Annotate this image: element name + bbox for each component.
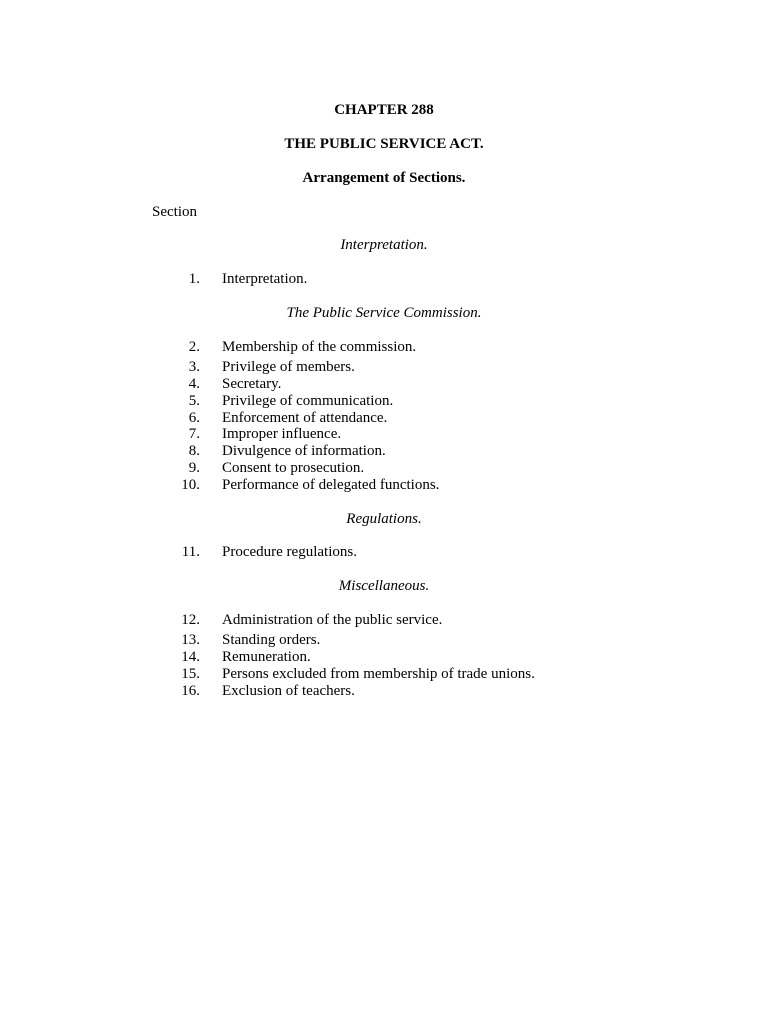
list-item — [0, 544, 768, 561]
section-title: Administration of the public service. — [222, 612, 443, 628]
section-number: 4. — [188, 376, 200, 392]
section-title: Enforcement of attendance. — [222, 410, 388, 426]
list-item — [0, 477, 768, 494]
section-column-label: Section — [152, 204, 197, 220]
group-heading-regulations: Regulations. — [346, 511, 422, 527]
section-number: 11. — [181, 544, 200, 560]
section-title: Secretary. — [222, 376, 282, 392]
section-title: Improper influence. — [222, 426, 342, 442]
list-item — [0, 443, 768, 460]
section-number: 5. — [188, 393, 200, 409]
list-item — [0, 683, 768, 700]
list-item — [0, 359, 768, 376]
list-item — [0, 649, 768, 666]
section-number: 16. — [181, 683, 200, 699]
section-title: Interpretation. — [222, 271, 308, 287]
section-title: Membership of the commission. — [222, 339, 417, 355]
group-heading-miscellaneous: Miscellaneous. — [338, 578, 430, 594]
section-number: 9. — [188, 460, 200, 476]
list-item — [0, 612, 768, 629]
section-number: 15. — [181, 666, 200, 682]
chapter-title: CHAPTER 288 — [334, 102, 434, 118]
list-item — [0, 426, 768, 443]
section-title: Privilege of communication. — [222, 393, 394, 409]
section-number: 1. — [188, 271, 200, 287]
section-number: 12. — [181, 612, 200, 628]
section-title: Consent to prosecution. — [222, 460, 365, 476]
section-title: Performance of delegated functions. — [222, 477, 440, 493]
list-item — [0, 393, 768, 410]
list-item — [0, 271, 768, 288]
arrangement-title: Arrangement of Sections. — [302, 170, 466, 186]
section-title: Divulgence of information. — [222, 443, 386, 459]
section-number: 7. — [188, 426, 200, 442]
list-item — [0, 339, 768, 356]
section-number: 10. — [181, 477, 200, 493]
section-title: Exclusion of teachers. — [222, 683, 355, 699]
act-title: THE PUBLIC SERVICE ACT. — [284, 136, 484, 152]
section-title: Privilege of members. — [222, 359, 355, 375]
section-number: 13. — [181, 632, 200, 648]
section-title: Procedure regulations. — [222, 544, 357, 560]
group-heading-commission: The Public Service Commission. — [286, 305, 482, 321]
section-title: Persons excluded from membership of trade unions. — [222, 666, 535, 682]
list-item — [0, 632, 768, 649]
group-heading-interpretation: Interpretation. — [340, 237, 428, 253]
section-number: 6. — [188, 410, 200, 426]
section-number: 8. — [188, 443, 200, 459]
list-item — [0, 460, 768, 477]
section-title: Remuneration. — [222, 649, 311, 665]
section-number: 2. — [188, 339, 200, 355]
list-item — [0, 666, 768, 683]
section-title: Standing orders. — [222, 632, 321, 648]
list-item — [0, 410, 768, 427]
section-number: 3. — [188, 359, 200, 375]
section-number: 14. — [181, 649, 200, 665]
list-item — [0, 376, 768, 393]
